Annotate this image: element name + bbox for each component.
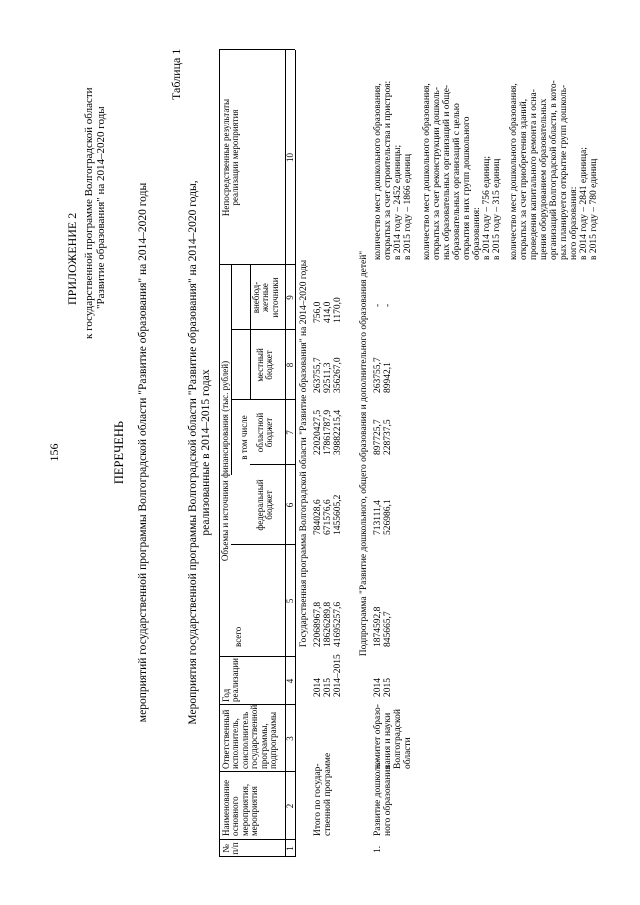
total-row-years: 2014 2015 2014–2015 bbox=[313, 654, 343, 697]
total-row-label: Итого по государ- ственной программе bbox=[313, 752, 333, 836]
row1-years: 2014 2015 bbox=[373, 678, 393, 697]
col-header-regional: областной бюджет bbox=[255, 412, 275, 453]
table-title-line-2: реализованные в 2014–2015 годах bbox=[200, 369, 212, 536]
col-number: 8 bbox=[285, 362, 295, 368]
subprogram-heading: Подпрограмма "Развитие дошкольного, общего образования и дополнительного образования детей" bbox=[359, 250, 369, 657]
table-label: Таблица 1 bbox=[169, 48, 183, 100]
row1-name: Развитие дошколь- ного образования bbox=[373, 759, 393, 836]
row1-executor: комитет образо- вания и науки Волгоградской области bbox=[373, 704, 413, 769]
col-number: 6 bbox=[285, 502, 295, 508]
col-number: 2 bbox=[285, 803, 295, 809]
row1-federal: 713111,4 526986,1 bbox=[373, 499, 393, 535]
total-row-extra: 756,0 414,0 1170,0 bbox=[313, 297, 343, 323]
col-header-num: № п/п bbox=[221, 842, 241, 855]
appendix-line-1: к государственной программе Волгоградской области bbox=[83, 87, 95, 339]
col-divider-2 bbox=[219, 771, 295, 772]
appendix-title: ПРИЛОЖЕНИЕ 2 bbox=[65, 212, 79, 305]
col-header-funding: Объемы и источники финансирования (тыс. рублей) bbox=[220, 360, 230, 562]
col-number: 5 bbox=[285, 598, 295, 604]
document-subtitle: мероприятий государственной программы Волгоградской области "Развитие образования" на 2014–2020 годы bbox=[137, 182, 149, 723]
col-number: 4 bbox=[285, 678, 295, 684]
col-header-results: Непосредственные результаты реализации мероприятия bbox=[221, 98, 241, 217]
row1-result-acquisition: количество мест дошкольного образования, открытых за счет приобретения зданий, проведения капитального ремонта и осна- щения оборудованием образовательных организаций Волгоградской области, в кото- рых планируется открытие групп дошколь- ного образования: в 2014 году – 2841 единица; в 2015 году – 780 единиц bbox=[509, 80, 599, 260]
col-header-name: Наименование основного мероприятия, мероприятия bbox=[221, 779, 260, 836]
program-section-heading: Государственная программа Волгоградской области "Развитие образования" на 2014–2020 годы bbox=[299, 259, 309, 648]
total-row-local: 263755,7 92511,3 356267,0 bbox=[313, 357, 343, 393]
total-row-federal: 784028,6 671576,6 1455605,2 bbox=[313, 494, 343, 535]
page-number: 156 bbox=[47, 443, 61, 462]
col-number: 10 bbox=[285, 153, 295, 162]
total-row-regional: 22020427,5 17861787,9 39882215,4 bbox=[313, 409, 343, 455]
row1-result-construction: количество мест дошкольного образования, открытых за счет строительства и пристроя: в 2014 году – 2452 единицы; в 2015 году – 1866 единиц bbox=[373, 80, 413, 260]
col-number: 7 bbox=[285, 430, 295, 435]
row1-total: 1874592,8 845665,7 bbox=[373, 606, 393, 647]
col-header-total: всего bbox=[233, 626, 243, 647]
col-header-executor: Ответственный исполнитель, соисполнитель государственной программы, подпрограммы bbox=[221, 704, 279, 769]
row1-extra: - - bbox=[373, 303, 393, 307]
appendix-line-2: "Развитие образования" на 2014–2020 годы bbox=[95, 106, 107, 309]
col-header-year: Год реализации bbox=[221, 658, 241, 702]
table-title-line-1: Мероприятия государственной программы Волгоградской области "Развитие образования" на 2014–2020 годы, bbox=[187, 180, 199, 725]
col-number: 1 bbox=[285, 846, 295, 851]
row1-local: 263755,7 89942,1 bbox=[373, 357, 393, 393]
col-number: 3 bbox=[285, 736, 295, 741]
total-row-total: 22068967,8 18626289,8 41695257,6 bbox=[313, 601, 343, 647]
col-header-local: местный бюджет bbox=[255, 348, 275, 382]
col-header-extra: внебюд- жетные источники bbox=[251, 277, 280, 318]
funding-group-divider bbox=[231, 265, 232, 475]
col-number: 9 bbox=[285, 295, 295, 300]
row1-number: 1. bbox=[373, 845, 383, 853]
col-header-federal: федеральный бюджет bbox=[255, 479, 275, 531]
row1-regional: 897725,7 228737,5 bbox=[373, 419, 393, 455]
document-title: ПЕРЕЧЕНЬ bbox=[112, 420, 126, 485]
col-header-including: в том числе bbox=[239, 415, 249, 460]
row1-result-reconstruction: количество мест дошкольного образования, открытых за счет реконструкции дошколь- ных образовательных организаций и обще- образовательных организаций с целью открытия в них групп дошкольного образования: в 2014 году – 756 единиц; в 2015 году – 315 единиц bbox=[422, 83, 502, 260]
